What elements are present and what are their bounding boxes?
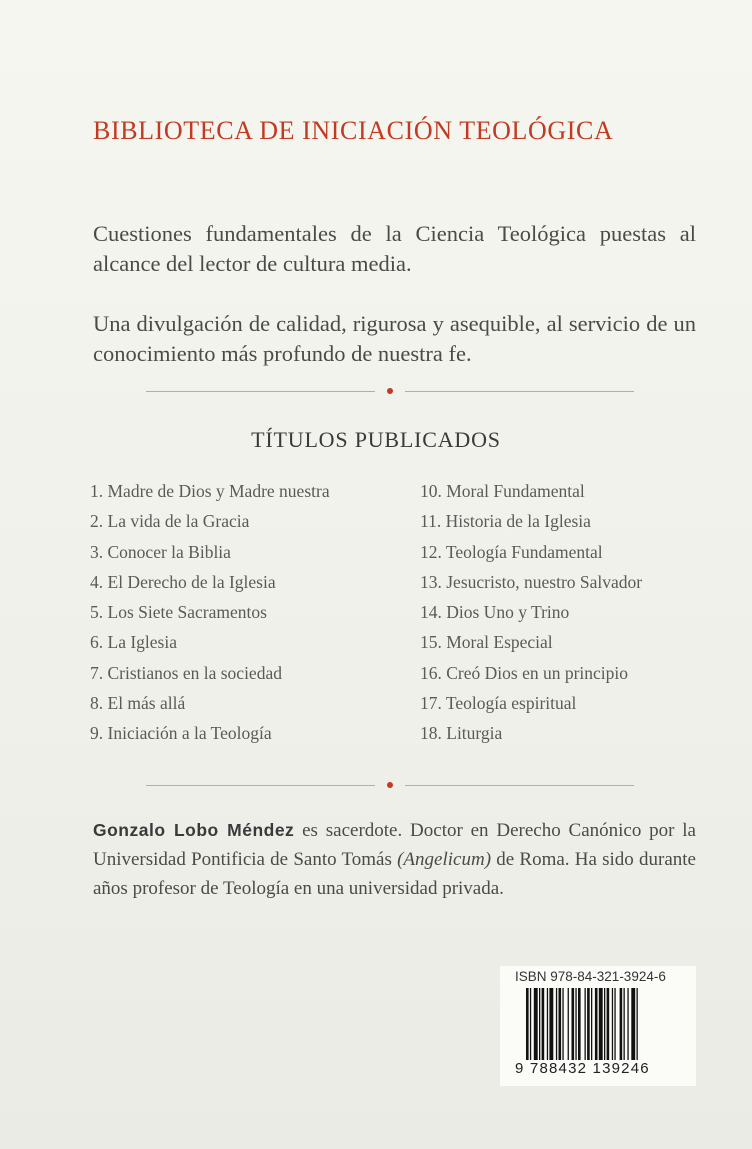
title-item: 4. El Derecho de la Iglesia [90,571,276,592]
barcode-icon [526,988,676,1060]
title-item: 7. Cristianos en la sociedad [90,662,282,683]
divider-dot-icon [387,388,393,394]
barcode-bar [624,988,625,1060]
published-titles-heading: TÍTULOS PUBLICADOS [251,427,501,452]
barcode-bar [526,988,529,1060]
divider-line [405,391,634,392]
author-bio [93,816,696,903]
bio-italic: (Angelicum) [397,849,492,870]
title-item: 16. Creó Dios en un principio [420,662,629,683]
barcode-bar [534,988,538,1060]
isbn-label: ISBN 978-84-321-3924-6 [515,969,666,984]
barcode-bar [585,988,586,1060]
barcode-bar [612,988,613,1060]
barcode-bar [530,988,531,1060]
title-item: 18. Liturgia [420,723,503,744]
intro-paragraph-1: Cuestiones fundamentales de la Ciencia Teológica puestas al alcance del lector de cultura media. [93,221,696,276]
author-name: Gonzalo Lobo Méndez [93,820,295,840]
divider-line [405,785,634,786]
barcode-bar [578,988,581,1060]
divider-line [146,391,375,392]
barcode-bar [614,988,615,1060]
intro-paragraph-2: Una divulgación de calidad, rigurosa y asequible, al servicio de un conocimiento más profundo de nuestra fe. [93,311,696,366]
titles-list-right [420,476,642,749]
title-item: 17. Teología espiritual [420,693,577,714]
barcode-bar [637,988,638,1060]
title-item: 2. La vida de la Gracia [90,511,250,532]
barcode-bar [572,988,575,1060]
barcode-bar [631,988,635,1060]
title-item: 6. La Iglesia [90,632,177,653]
bio-text: es sacerdote. Doctor en Derecho Canónico por la Universidad Pontificia de Santo Tomás [93,820,696,870]
divider-line [146,785,375,786]
barcode-digits: 9 788432 139246 [515,1060,650,1077]
ornament-divider [146,779,634,791]
series-title: BIBLIOTECA DE INICIACIÓN TEOLÓGICA [93,116,614,145]
barcode-bar [599,988,603,1060]
title-item: 9. Iniciación a la Teología [90,723,272,744]
barcode-bar [539,988,540,1060]
barcode-bar [587,988,590,1060]
barcode-bar [547,988,548,1060]
bio-text: de Roma. Ha sido durante años profesor de Teología en una universidad privada. [93,849,696,899]
title-item: 3. Conocer la Biblia [90,541,231,562]
barcode-bar [620,988,623,1060]
title-item: 8. El más allá [90,693,186,714]
barcode-bar [559,988,562,1060]
barcode-bar [549,988,553,1060]
barcode-bar [595,988,598,1060]
title-item: 11. Historia de la Iglesia [420,511,591,532]
barcode-bar [556,988,557,1060]
barcode-bar [562,988,563,1060]
title-item: 12. Teología Fundamental [420,541,603,562]
barcode-bar [542,988,545,1060]
ornament-divider [146,385,634,397]
barcode-bar [591,988,592,1060]
title-item: 1. Madre de Dios y Madre nuestra [90,481,330,501]
barcode-bar [607,988,610,1060]
title-item: 15. Moral Especial [420,632,553,653]
title-item: 10. Moral Fundamental [420,481,585,501]
barcode-bar [627,988,628,1060]
title-item: 13. Jesucristo, nuestro Salvador [420,571,643,592]
barcode-bar [568,988,569,1060]
title-item: 5. Los Siete Sacramentos [90,602,267,623]
barcode-bar [604,988,605,1060]
titles-list-left [90,476,330,749]
divider-dot-icon [387,782,393,788]
barcode-bar [575,988,576,1060]
title-item: 14. Dios Uno y Trino [420,602,570,623]
